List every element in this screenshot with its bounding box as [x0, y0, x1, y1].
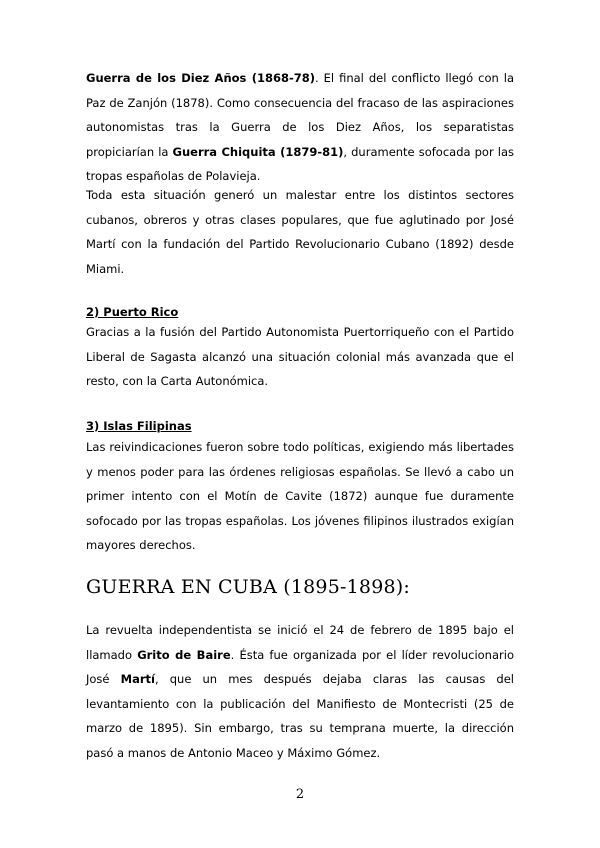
intro-paragraph-2: Toda esta situación generó un malestar entre los distintos sectores cubanos, obreros y otras clases populares, que fue aglutinado por José Martí con la fundación del Partido Revolucionario Cubano (1892) desde Miami.: [86, 188, 514, 276]
puerto-rico-heading: 2) Puerto Rico: [86, 305, 179, 319]
page-number: 2: [295, 787, 305, 802]
intro-text-b: , duramente sofocada por las tropas españolas de Polavieja.: [86, 144, 514, 183]
bold-grito-de-baire: Grito de Baire: [137, 647, 231, 662]
filipinas-heading: 3) Islas Filipinas: [86, 419, 192, 433]
bold-marti: Martí: [120, 672, 155, 686]
filipinas-text: Las reivindicaciones fueron sobre todo políticas, exigiendo más libertades y menos poder para las órdenes religiosas españolas. Se llevó a cabo un primer intento con el Motín de Cavite (1872) aunque fue duramente sofocado por las tropas españolas. Los jóvenes filipinos ilustrados exigían mayores derechos.: [86, 440, 514, 552]
cuba-text-2: . Ésta fue organizada por el líder revolucionario José: [86, 647, 514, 686]
puerto-rico-text: Gracias a la fusión del Partido Autonomista Puertorriqueño con el Partido Liberal de Sagasta alcanzó una situación colonial más avanzada que el resto, con la Carta Autonómica.: [86, 325, 514, 388]
cuba-war-title: GUERRA EN CUBA (1895-1898):: [86, 576, 410, 598]
bold-ten-years-war: Guerra de los Diez Años (1868-78): [86, 71, 316, 85]
cuba-war-paragraph: [86, 618, 514, 765]
bold-guerra-chiquita: Guerra Chiquita (1879-81): [172, 144, 344, 159]
intro-text-a: . El final del conflicto llegó con la Paz de Zanjón (1878). Como consecuencia del fracaso de las aspiraciones autonomistas tras la Guerra de los Diez Años, los separatistas propiciarían la: [86, 71, 514, 159]
cuba-text-3: , que un mes después dejaba claras las causas del levantamiento con la publicación del Manifiesto de Montecristi (25 de marzo de 1895). Sin embargo, tras su temprana muerte, la dirección pasó a manos de Antonio Maceo y Máximo Gómez.: [86, 672, 515, 760]
cuba-text-1: La revuelta independentista se inició el 24 de febrero de 1895 bajo el llamado: [86, 623, 514, 662]
intro-paragraph-1: [86, 66, 514, 189]
